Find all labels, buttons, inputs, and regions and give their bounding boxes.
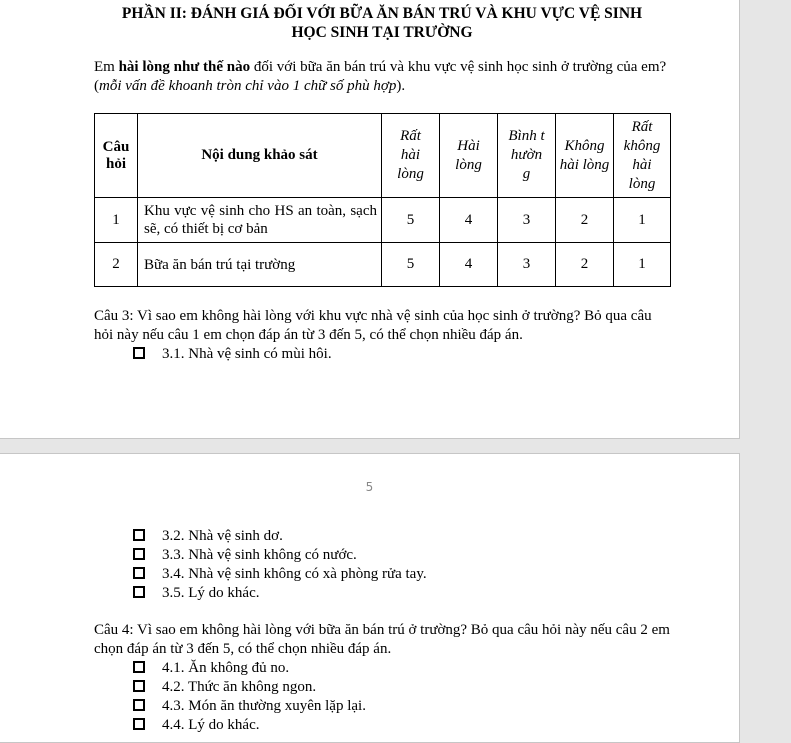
checkbox-icon[interactable] bbox=[133, 680, 145, 692]
option-3-4[interactable] bbox=[133, 565, 427, 584]
option-label: 3.4. Nhà vệ sinh không có xà phòng rửa tay. bbox=[162, 566, 427, 582]
table-header-row bbox=[95, 114, 671, 198]
section-title-line-1: PHẦN II: ĐÁNH GIÁ ĐỐI VỚI BỮA ĂN BÁN TRÚ VÀ KHU VỰC VỆ SINH bbox=[121, 5, 643, 22]
option-3-5[interactable] bbox=[133, 584, 259, 603]
score-4[interactable]: 4 bbox=[440, 243, 498, 287]
checkbox-icon[interactable] bbox=[133, 567, 145, 579]
option-label: 4.3. Món ăn thường xuyên lặp lại. bbox=[162, 698, 366, 714]
intro-middle: đối với bữa ăn bán trú và khu vực vệ sinh học sinh ở trường của em? ( bbox=[94, 59, 667, 94]
option-label: 4.1. Ăn không đủ no. bbox=[162, 660, 290, 676]
row-content: Khu vực vệ sinh cho HS an toàn, sạch sẽ, có thiết bị cơ bản bbox=[138, 198, 382, 243]
header-question: Câu hỏi bbox=[95, 114, 138, 198]
question-4: Câu 4: Vì sao em không hài lòng với bữa ăn bán trú ở trường? Bỏ qua câu hỏi này nếu câu 2 em chọn đáp án từ 3 đến 5, có thể chọn nhiều đáp án. bbox=[94, 622, 670, 657]
checkbox-icon[interactable] bbox=[133, 548, 145, 560]
checkbox-icon[interactable] bbox=[133, 699, 145, 711]
score-2[interactable]: 2 bbox=[556, 198, 614, 243]
header-rating-5: Rất hài lòng bbox=[382, 114, 440, 198]
score-4[interactable]: 4 bbox=[440, 198, 498, 243]
option-3-2[interactable] bbox=[133, 527, 283, 546]
header-rating-4: Hài lòng bbox=[440, 114, 498, 198]
intro-paragraph bbox=[94, 58, 674, 96]
document-page-5 bbox=[0, 453, 740, 743]
table-row bbox=[95, 198, 671, 243]
option-label: 3.5. Lý do khác. bbox=[162, 585, 260, 601]
page-number: 5 bbox=[365, 480, 374, 494]
section-title bbox=[94, 4, 670, 42]
score-2[interactable]: 2 bbox=[556, 243, 614, 287]
checkbox-icon[interactable] bbox=[133, 718, 145, 730]
row-content: Bữa ăn bán trú tại trường bbox=[138, 243, 382, 287]
option-4-3[interactable] bbox=[133, 697, 366, 716]
intro-suffix: ). bbox=[396, 78, 406, 94]
checkbox-icon[interactable] bbox=[133, 529, 145, 541]
checkbox-icon[interactable] bbox=[133, 661, 145, 673]
option-3-3[interactable] bbox=[133, 546, 357, 565]
row-number: 2 bbox=[95, 243, 138, 287]
table-row bbox=[95, 243, 671, 287]
score-5[interactable]: 5 bbox=[382, 243, 440, 287]
section-title-line-2: HỌC SINH TẠI TRƯỜNG bbox=[291, 24, 473, 41]
score-3[interactable]: 3 bbox=[498, 198, 556, 243]
intro-bold: hài lòng như thế nào bbox=[118, 59, 251, 75]
question-3: Câu 3: Vì sao em không hài lòng với khu vực nhà vệ sinh của học sinh ở trường? Bỏ qua câu hỏi này nếu câu 1 em chọn đáp án từ 3 đến 5, có thể chọn nhiều đáp án. bbox=[94, 308, 652, 343]
header-rating-2: Không hài lòng bbox=[556, 114, 614, 198]
intro-italic: mỗi vấn đề khoanh tròn chỉ vào 1 chữ số phù hợp bbox=[99, 78, 397, 94]
option-4-2[interactable] bbox=[133, 678, 316, 697]
option-label: 3.1. Nhà vệ sinh có mùi hôi. bbox=[162, 346, 332, 362]
survey-table bbox=[94, 113, 671, 287]
option-4-1[interactable] bbox=[133, 659, 289, 678]
row-number: 1 bbox=[95, 198, 138, 243]
header-content: Nội dung khảo sát bbox=[138, 114, 382, 198]
option-label: 4.2. Thức ăn không ngon. bbox=[162, 679, 317, 695]
score-3[interactable]: 3 bbox=[498, 243, 556, 287]
option-4-4[interactable] bbox=[133, 716, 259, 735]
score-5[interactable]: 5 bbox=[382, 198, 440, 243]
score-1[interactable]: 1 bbox=[614, 198, 671, 243]
checkbox-icon[interactable] bbox=[133, 586, 145, 598]
score-1[interactable]: 1 bbox=[614, 243, 671, 287]
header-rating-1: Rất không hài lòng bbox=[614, 114, 671, 198]
header-rating-3: Bình thườn g bbox=[498, 114, 556, 198]
option-label: 3.3. Nhà vệ sinh không có nước. bbox=[162, 547, 357, 563]
checkbox-icon[interactable] bbox=[133, 347, 145, 359]
option-3-1[interactable] bbox=[133, 345, 332, 364]
option-label: 4.4. Lý do khác. bbox=[162, 717, 260, 733]
option-label: 3.2. Nhà vệ sinh dơ. bbox=[162, 528, 283, 544]
intro-prefix: Em bbox=[94, 59, 119, 75]
